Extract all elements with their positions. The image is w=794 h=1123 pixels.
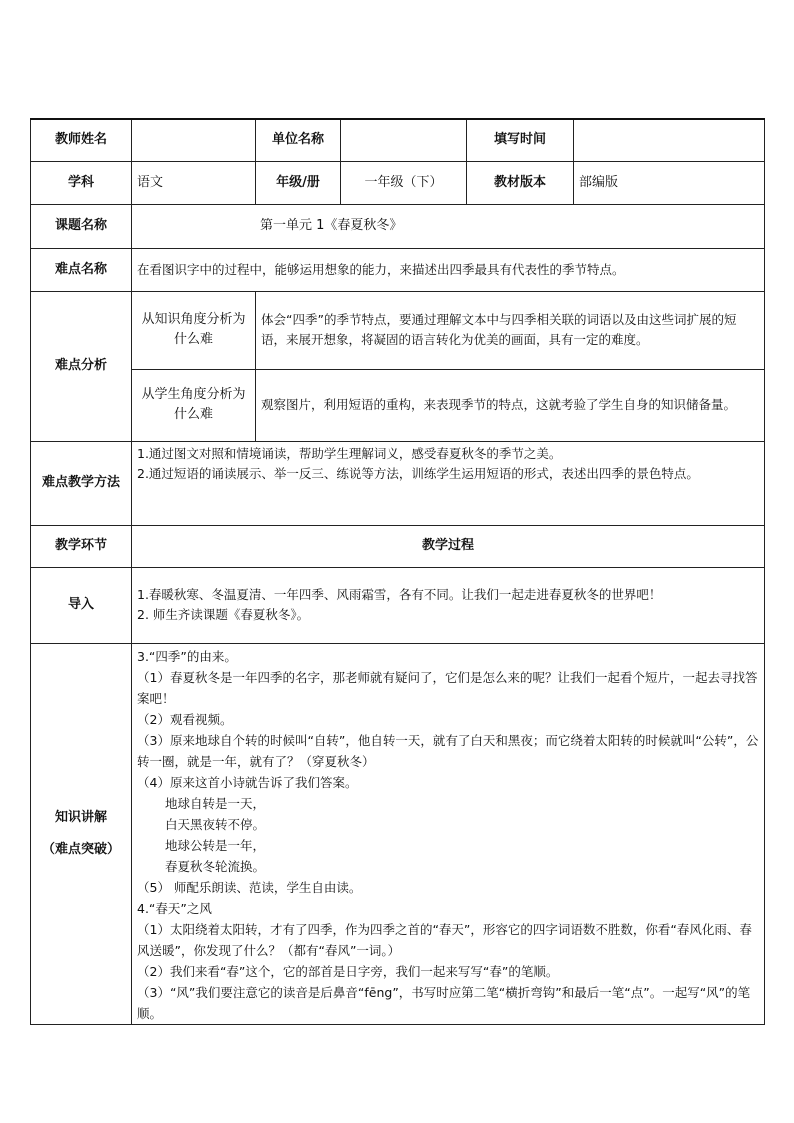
fill-date-label: 填写时间 — [467, 119, 574, 161]
fill-date-value — [574, 119, 765, 161]
analysis-row-knowledge — [31, 291, 765, 369]
difficulty-label: 难点名称 — [31, 248, 132, 291]
knowledge-line-7: 4.“春天”之风 — [137, 900, 212, 916]
poem-line-3: 地球公转是一年， — [165, 837, 266, 853]
intro-label: 导入 — [31, 567, 132, 643]
analysis-label: 难点分析 — [31, 291, 132, 441]
knowledge-line-2: （1）春夏秋冬是一年四季的名字，那老师就有疑问了，它们是怎么来的呢？让我们一起看个短片，一起去寻找答案吧！ — [137, 669, 758, 706]
difficulty-row — [31, 248, 765, 291]
knowledge-content — [132, 643, 765, 1024]
knowledge-label-cell — [31, 643, 132, 1024]
edition-value: 部编版 — [574, 161, 765, 204]
subject-value: 语文 — [132, 161, 256, 204]
student-angle-value: 观察图片，利用短语的重构，来表现季节的特点，这就考验了学生自身的知识储备量。 — [256, 369, 765, 441]
lesson-title-value: 第一单元 1《春夏秋冬》 — [132, 204, 765, 248]
intro-line-2: 2. 师生齐读课题《春夏秋冬》。 — [137, 607, 310, 622]
poem-line-4: 春夏秋冬轮流换。 — [165, 858, 266, 874]
knowledge-line-4: （3）原来地球自个转的时候叫“自转”，他自转一天，就有了白天和黑夜；而它绕着太阳转的时候就叫“公转”，公转一圈，就是一年，就有了？（穿夏秋冬） — [137, 732, 759, 769]
knowledge-line-9: （2）我们来看“春”这个，它的部首是日字旁，我们一起来写写“春”的笔顺。 — [137, 963, 559, 979]
knowledge-line-10: （3）“风”我们要注意它的读音是后鼻音“fēng”，书写时应第二笔“横折弯钩”和最后一笔“点”。一起写“风”的笔顺。 — [137, 984, 751, 1021]
knowledge-angle-label: 从知识角度分析为什么难 — [132, 291, 256, 369]
grade-value: 一年级（下） — [341, 161, 467, 204]
lesson-plan-page — [30, 118, 764, 1025]
method-line-2: 2.通过短语的诵读展示、举一反三、练说等方法，训练学生运用短语的形式，表述出四季的景色特点。 — [137, 465, 699, 481]
student-angle-label: 从学生角度分析为什么难 — [132, 369, 256, 441]
method-row — [31, 441, 765, 525]
edition-label: 教材版本 — [467, 161, 574, 204]
intro-value — [132, 567, 765, 643]
header-row-2 — [31, 161, 765, 204]
knowledge-line-5: （4）原来这首小诗就告诉了我们答案。 — [137, 774, 358, 790]
knowledge-line-1: 3.“四季”的由来。 — [137, 648, 237, 664]
knowledge-line-3: （2）观看视频。 — [137, 711, 233, 727]
lesson-plan-table — [30, 118, 765, 1025]
grade-label: 年级/册 — [256, 161, 341, 204]
teacher-name-value — [132, 119, 256, 161]
method-label: 难点教学方法 — [31, 441, 132, 525]
intro-line-1: 1.春暖秋寒、冬温夏清、一年四季、风雨霜雪，各有不同。让我们一起走进春夏秋冬的世界吧！ — [137, 587, 662, 602]
poem-line-1: 地球自转是一天， — [165, 795, 266, 811]
process-header-label: 教学过程 — [132, 525, 765, 567]
intro-row — [31, 567, 765, 643]
knowledge-line-6: （5） 师配乐朗读、范读，学生自由读。 — [137, 879, 362, 895]
poem-line-2: 白天黑夜转不停。 — [165, 816, 266, 832]
knowledge-angle-value: 体会“四季”的季节特点，要通过理解文本中与四季相关联的词语以及由这些词扩展的短语，来展开想象，将凝固的语言转化为优美的画面，具有一定的难度。 — [256, 291, 765, 369]
analysis-row-student — [31, 369, 765, 441]
lesson-title-label: 课题名称 — [31, 204, 132, 248]
process-header-row — [31, 525, 765, 567]
knowledge-label: 知识讲解 — [54, 809, 107, 825]
header-row-1 — [31, 119, 765, 161]
knowledge-sublabel: （难点突破） — [41, 841, 120, 857]
teacher-name-label: 教师姓名 — [31, 119, 132, 161]
difficulty-value: 在看图识字中的过程中，能够运用想象的能力，来描述出四季最具有代表性的季节特点。 — [132, 248, 765, 291]
knowledge-row — [31, 643, 765, 1024]
stage-header-label: 教学环节 — [31, 525, 132, 567]
method-value — [132, 441, 765, 525]
method-line-1: 1.通过图文对照和情境诵读，帮助学生理解词义，感受春夏秋冬的季节之美。 — [137, 445, 562, 461]
unit-name-value — [341, 119, 467, 161]
lesson-title-row — [31, 204, 765, 248]
unit-name-label: 单位名称 — [256, 119, 341, 161]
subject-label: 学科 — [31, 161, 132, 204]
knowledge-line-8: （1）太阳绕着太阳转，才有了四季，作为四季之首的“春天”，形容它的四字词语数不胜数，你看“春风化雨、春风送暖”，你发现了什么？（都有“春风”一词。） — [137, 921, 752, 958]
